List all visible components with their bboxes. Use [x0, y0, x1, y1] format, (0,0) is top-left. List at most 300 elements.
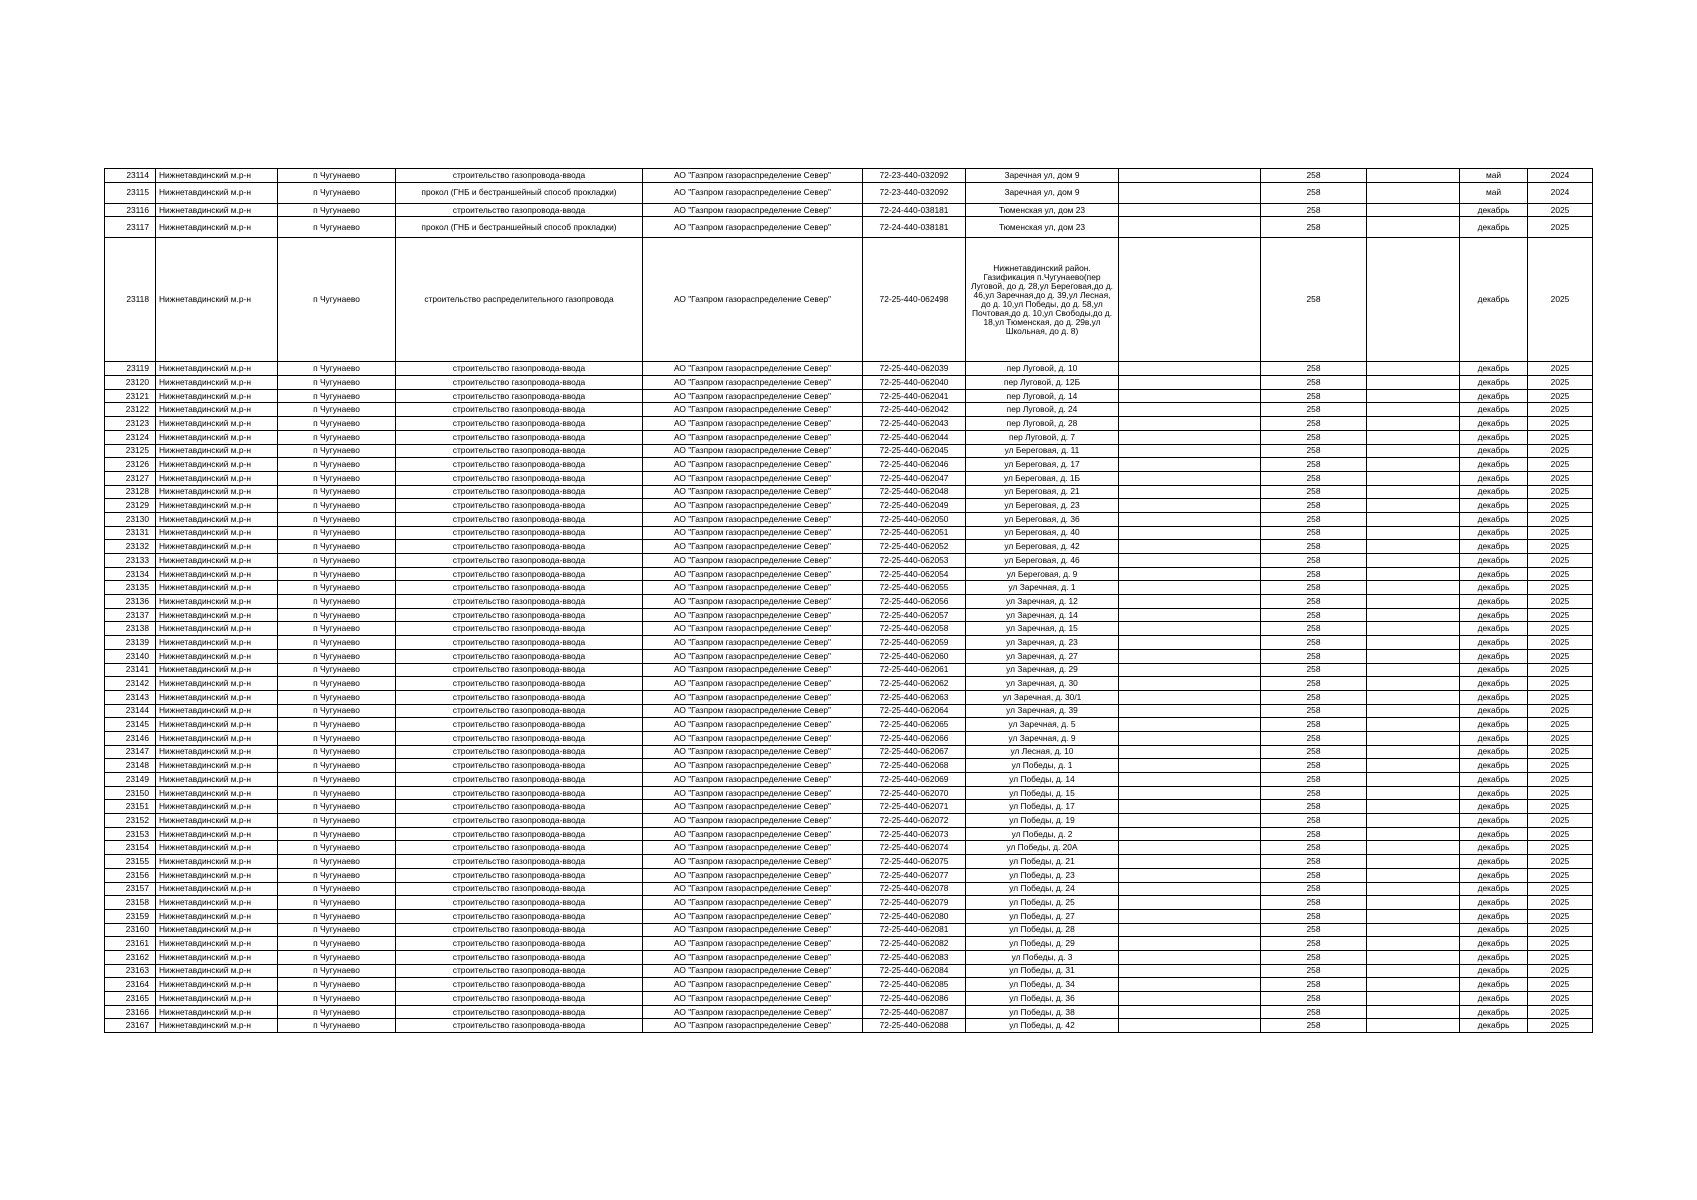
- address-cell: ул Береговая, д. 9: [966, 567, 1119, 581]
- number-cell: 258: [1261, 718, 1367, 732]
- address-cell: пер Луговой, д. 10: [966, 362, 1119, 376]
- table-row: [105, 704, 1593, 718]
- row-number: 23156: [105, 868, 156, 882]
- empty-cell: [1367, 581, 1460, 595]
- work-type-cell: строительство распределительного газопровода: [396, 238, 643, 362]
- address-cell: ул Победы, д. 25: [966, 896, 1119, 910]
- empty-cell: [1367, 430, 1460, 444]
- work-type-cell: строительство газопровода-ввода: [396, 978, 643, 992]
- address-cell: ул Победы, д. 14: [966, 773, 1119, 787]
- district-cell: Нижнетавдинский м.р-н: [156, 430, 278, 444]
- object-code-cell: 72-24-440-038181: [863, 203, 966, 217]
- table-row: [105, 745, 1593, 759]
- empty-cell: [1119, 182, 1261, 203]
- empty-cell: [1119, 704, 1261, 718]
- organization-cell: АО "Газпром газораспределение Север": [643, 485, 863, 499]
- work-type-cell: строительство газопровода-ввода: [396, 909, 643, 923]
- year-cell: 2025: [1528, 581, 1593, 595]
- settlement-cell: п Чугунаево: [278, 704, 396, 718]
- empty-cell: [1367, 595, 1460, 609]
- month-cell: декабрь: [1460, 471, 1528, 485]
- year-cell: 2025: [1528, 896, 1593, 910]
- settlement-cell: п Чугунаево: [278, 417, 396, 431]
- district-cell: Нижнетавдинский м.р-н: [156, 855, 278, 869]
- row-number: 23124: [105, 430, 156, 444]
- address-cell: ул Победы, д. 19: [966, 814, 1119, 828]
- table-row: [105, 485, 1593, 499]
- empty-cell: [1367, 376, 1460, 390]
- table-row: [105, 430, 1593, 444]
- address-cell: ул Заречная, д. 39: [966, 704, 1119, 718]
- number-cell: 258: [1261, 458, 1367, 472]
- row-number: 23116: [105, 203, 156, 217]
- number-cell: 258: [1261, 595, 1367, 609]
- empty-cell: [1367, 992, 1460, 1006]
- year-cell: 2025: [1528, 512, 1593, 526]
- row-number: 23119: [105, 362, 156, 376]
- work-type-cell: прокол (ГНБ и бестраншейный способ прокладки): [396, 182, 643, 203]
- work-type-cell: строительство газопровода-ввода: [396, 786, 643, 800]
- organization-cell: АО "Газпром газораспределение Север": [643, 389, 863, 403]
- month-cell: декабрь: [1460, 992, 1528, 1006]
- number-cell: 258: [1261, 485, 1367, 499]
- row-number: 23114: [105, 169, 156, 183]
- row-number: 23139: [105, 636, 156, 650]
- year-cell: 2025: [1528, 526, 1593, 540]
- district-cell: Нижнетавдинский м.р-н: [156, 731, 278, 745]
- row-number: 23126: [105, 458, 156, 472]
- number-cell: 258: [1261, 430, 1367, 444]
- settlement-cell: п Чугунаево: [278, 471, 396, 485]
- table-row: [105, 950, 1593, 964]
- settlement-cell: п Чугунаево: [278, 608, 396, 622]
- address-cell: ул Победы, д. 3: [966, 950, 1119, 964]
- year-cell: 2025: [1528, 217, 1593, 238]
- month-cell: декабрь: [1460, 444, 1528, 458]
- empty-cell: [1367, 217, 1460, 238]
- number-cell: 258: [1261, 882, 1367, 896]
- year-cell: 2025: [1528, 238, 1593, 362]
- empty-cell: [1119, 362, 1261, 376]
- address-cell: пер Луговой, д. 14: [966, 389, 1119, 403]
- row-number: 23117: [105, 217, 156, 238]
- district-cell: Нижнетавдинский м.р-н: [156, 512, 278, 526]
- empty-cell: [1367, 909, 1460, 923]
- row-number: 23120: [105, 376, 156, 390]
- object-code-cell: 72-25-440-062049: [863, 499, 966, 513]
- row-number: 23162: [105, 950, 156, 964]
- year-cell: 2025: [1528, 937, 1593, 951]
- empty-cell: [1119, 950, 1261, 964]
- year-cell: 2025: [1528, 731, 1593, 745]
- year-cell: 2025: [1528, 978, 1593, 992]
- month-cell: декабрь: [1460, 389, 1528, 403]
- organization-cell: АО "Газпром газораспределение Север": [643, 773, 863, 787]
- number-cell: 258: [1261, 868, 1367, 882]
- number-cell: 258: [1261, 773, 1367, 787]
- work-type-cell: строительство газопровода-ввода: [396, 773, 643, 787]
- work-type-cell: строительство газопровода-ввода: [396, 731, 643, 745]
- table-row: [105, 759, 1593, 773]
- address-cell: ул Победы, д. 1: [966, 759, 1119, 773]
- settlement-cell: п Чугунаево: [278, 827, 396, 841]
- month-cell: декабрь: [1460, 704, 1528, 718]
- year-cell: 2025: [1528, 677, 1593, 691]
- address-cell: ул Заречная, д. 1: [966, 581, 1119, 595]
- settlement-cell: п Чугунаево: [278, 622, 396, 636]
- year-cell: 2025: [1528, 950, 1593, 964]
- district-cell: Нижнетавдинский м.р-н: [156, 182, 278, 203]
- year-cell: 2025: [1528, 718, 1593, 732]
- empty-cell: [1367, 540, 1460, 554]
- settlement-cell: п Чугунаево: [278, 814, 396, 828]
- table-row: [105, 718, 1593, 732]
- organization-cell: АО "Газпром газораспределение Север": [643, 800, 863, 814]
- month-cell: декабрь: [1460, 690, 1528, 704]
- empty-cell: [1367, 786, 1460, 800]
- district-cell: Нижнетавдинский м.р-н: [156, 608, 278, 622]
- month-cell: декабрь: [1460, 203, 1528, 217]
- work-type-cell: строительство газопровода-ввода: [396, 868, 643, 882]
- table-row: [105, 663, 1593, 677]
- number-cell: 258: [1261, 182, 1367, 203]
- address-cell: ул Заречная, д. 23: [966, 636, 1119, 650]
- work-type-cell: строительство газопровода-ввода: [396, 745, 643, 759]
- district-cell: Нижнетавдинский м.р-н: [156, 923, 278, 937]
- object-code-cell: 72-25-440-062067: [863, 745, 966, 759]
- organization-cell: АО "Газпром газораспределение Север": [643, 731, 863, 745]
- district-cell: Нижнетавдинский м.р-н: [156, 978, 278, 992]
- empty-cell: [1367, 896, 1460, 910]
- district-cell: Нижнетавдинский м.р-н: [156, 540, 278, 554]
- empty-cell: [1119, 745, 1261, 759]
- work-type-cell: строительство газопровода-ввода: [396, 937, 643, 951]
- year-cell: 2025: [1528, 362, 1593, 376]
- row-number: 23118: [105, 238, 156, 362]
- object-code-cell: 72-25-440-062063: [863, 690, 966, 704]
- settlement-cell: п Чугунаево: [278, 362, 396, 376]
- empty-cell: [1119, 786, 1261, 800]
- number-cell: 258: [1261, 937, 1367, 951]
- table-row: [105, 649, 1593, 663]
- empty-cell: [1119, 430, 1261, 444]
- year-cell: 2025: [1528, 649, 1593, 663]
- organization-cell: АО "Газпром газораспределение Север": [643, 567, 863, 581]
- organization-cell: АО "Газпром газораспределение Север": [643, 937, 863, 951]
- empty-cell: [1119, 896, 1261, 910]
- number-cell: 258: [1261, 376, 1367, 390]
- row-number: 23160: [105, 923, 156, 937]
- settlement-cell: п Чугунаево: [278, 855, 396, 869]
- year-cell: 2024: [1528, 182, 1593, 203]
- row-number: 23164: [105, 978, 156, 992]
- object-code-cell: 72-25-440-062086: [863, 992, 966, 1006]
- work-type-cell: строительство газопровода-ввода: [396, 471, 643, 485]
- work-type-cell: строительство газопровода-ввода: [396, 458, 643, 472]
- district-cell: Нижнетавдинский м.р-н: [156, 389, 278, 403]
- empty-cell: [1367, 978, 1460, 992]
- year-cell: 2025: [1528, 759, 1593, 773]
- row-number: 23136: [105, 595, 156, 609]
- organization-cell: АО "Газпром газораспределение Север": [643, 182, 863, 203]
- year-cell: 2025: [1528, 868, 1593, 882]
- organization-cell: АО "Газпром газораспределение Север": [643, 471, 863, 485]
- empty-cell: [1119, 937, 1261, 951]
- address-cell: Нижнетавдинский район. Газификация п.Чугунаево(пер Луговой, до д. 28,ул Береговая,до д. 46,ул Заречная,до д. 39,ул Лесная, до д. 10,ул Победы, до д. 58,ул Почтовая,до д. 10,ул Свободы,до д. 18,ул Тюменская, до д. 29в,ул Школьная, до д. 8): [966, 238, 1119, 362]
- year-cell: 2025: [1528, 554, 1593, 568]
- district-cell: Нижнетавдинский м.р-н: [156, 554, 278, 568]
- work-type-cell: строительство газопровода-ввода: [396, 759, 643, 773]
- organization-cell: АО "Газпром газораспределение Север": [643, 923, 863, 937]
- row-number: 23154: [105, 841, 156, 855]
- organization-cell: АО "Газпром газораспределение Север": [643, 978, 863, 992]
- organization-cell: АО "Газпром газораспределение Север": [643, 376, 863, 390]
- settlement-cell: п Чугунаево: [278, 1005, 396, 1019]
- work-type-cell: строительство газопровода-ввода: [396, 718, 643, 732]
- object-code-cell: 72-25-440-062084: [863, 964, 966, 978]
- organization-cell: АО "Газпром газораспределение Север": [643, 540, 863, 554]
- settlement-cell: п Чугунаево: [278, 581, 396, 595]
- organization-cell: АО "Газпром газораспределение Север": [643, 690, 863, 704]
- object-code-cell: 72-25-440-062061: [863, 663, 966, 677]
- settlement-cell: п Чугунаево: [278, 1019, 396, 1033]
- object-code-cell: 72-25-440-062085: [863, 978, 966, 992]
- empty-cell: [1367, 731, 1460, 745]
- number-cell: 258: [1261, 567, 1367, 581]
- object-code-cell: 72-25-440-062066: [863, 731, 966, 745]
- month-cell: май: [1460, 182, 1528, 203]
- work-type-cell: строительство газопровода-ввода: [396, 512, 643, 526]
- empty-cell: [1367, 718, 1460, 732]
- object-code-cell: 72-25-440-062046: [863, 458, 966, 472]
- work-type-cell: строительство газопровода-ввода: [396, 554, 643, 568]
- address-cell: ул Победы, д. 24: [966, 882, 1119, 896]
- district-cell: Нижнетавдинский м.р-н: [156, 417, 278, 431]
- address-cell: ул Победы, д. 38: [966, 1005, 1119, 1019]
- address-cell: ул Береговая, д. 40: [966, 526, 1119, 540]
- empty-cell: [1119, 403, 1261, 417]
- address-cell: ул Заречная, д. 12: [966, 595, 1119, 609]
- year-cell: 2025: [1528, 636, 1593, 650]
- organization-cell: АО "Газпром газораспределение Север": [643, 526, 863, 540]
- year-cell: 2025: [1528, 458, 1593, 472]
- empty-cell: [1367, 636, 1460, 650]
- year-cell: 2025: [1528, 841, 1593, 855]
- empty-cell: [1119, 554, 1261, 568]
- row-number: 23135: [105, 581, 156, 595]
- settlement-cell: п Чугунаево: [278, 512, 396, 526]
- empty-cell: [1367, 417, 1460, 431]
- settlement-cell: п Чугунаево: [278, 937, 396, 951]
- table-row: [105, 567, 1593, 581]
- empty-cell: [1367, 745, 1460, 759]
- work-type-cell: прокол (ГНБ и бестраншейный способ прокладки): [396, 217, 643, 238]
- address-cell: ул Победы, д. 36: [966, 992, 1119, 1006]
- table-row: [105, 841, 1593, 855]
- table-row: [105, 882, 1593, 896]
- empty-cell: [1367, 389, 1460, 403]
- empty-cell: [1367, 663, 1460, 677]
- address-cell: ул Победы, д. 27: [966, 909, 1119, 923]
- month-cell: декабрь: [1460, 677, 1528, 691]
- work-type-cell: строительство газопровода-ввода: [396, 636, 643, 650]
- work-type-cell: строительство газопровода-ввода: [396, 376, 643, 390]
- district-cell: Нижнетавдинский м.р-н: [156, 526, 278, 540]
- year-cell: 2025: [1528, 444, 1593, 458]
- address-cell: Заречная ул, дом 9: [966, 182, 1119, 203]
- organization-cell: АО "Газпром газораспределение Север": [643, 663, 863, 677]
- table-row: [105, 855, 1593, 869]
- work-type-cell: строительство газопровода-ввода: [396, 704, 643, 718]
- empty-cell: [1367, 403, 1460, 417]
- district-cell: Нижнетавдинский м.р-н: [156, 403, 278, 417]
- address-cell: ул Победы, д. 23: [966, 868, 1119, 882]
- district-cell: Нижнетавдинский м.р-н: [156, 759, 278, 773]
- organization-cell: АО "Газпром газораспределение Север": [643, 499, 863, 513]
- district-cell: Нижнетавдинский м.р-н: [156, 663, 278, 677]
- empty-cell: [1119, 1019, 1261, 1033]
- month-cell: май: [1460, 169, 1528, 183]
- number-cell: 258: [1261, 827, 1367, 841]
- number-cell: 258: [1261, 704, 1367, 718]
- settlement-cell: п Чугунаево: [278, 690, 396, 704]
- month-cell: декабрь: [1460, 773, 1528, 787]
- month-cell: декабрь: [1460, 499, 1528, 513]
- month-cell: декабрь: [1460, 964, 1528, 978]
- settlement-cell: п Чугунаево: [278, 868, 396, 882]
- work-type-cell: строительство газопровода-ввода: [396, 690, 643, 704]
- district-cell: Нижнетавдинский м.р-н: [156, 882, 278, 896]
- district-cell: Нижнетавдинский м.р-н: [156, 376, 278, 390]
- month-cell: декабрь: [1460, 978, 1528, 992]
- work-type-cell: строительство газопровода-ввода: [396, 964, 643, 978]
- organization-cell: АО "Газпром газораспределение Север": [643, 677, 863, 691]
- settlement-cell: п Чугунаево: [278, 745, 396, 759]
- empty-cell: [1119, 485, 1261, 499]
- table-row: [105, 169, 1593, 183]
- number-cell: 258: [1261, 1019, 1367, 1033]
- empty-cell: [1119, 800, 1261, 814]
- empty-cell: [1119, 636, 1261, 650]
- district-cell: Нижнетавдинский м.р-н: [156, 868, 278, 882]
- empty-cell: [1119, 978, 1261, 992]
- month-cell: декабрь: [1460, 512, 1528, 526]
- object-code-cell: 72-25-440-062078: [863, 882, 966, 896]
- number-cell: 258: [1261, 608, 1367, 622]
- month-cell: декабрь: [1460, 896, 1528, 910]
- empty-cell: [1119, 595, 1261, 609]
- district-cell: Нижнетавдинский м.р-н: [156, 677, 278, 691]
- settlement-cell: п Чугунаево: [278, 759, 396, 773]
- settlement-cell: п Чугунаево: [278, 567, 396, 581]
- table-row: [105, 814, 1593, 828]
- settlement-cell: п Чугунаево: [278, 677, 396, 691]
- district-cell: Нижнетавдинский м.р-н: [156, 499, 278, 513]
- month-cell: декабрь: [1460, 458, 1528, 472]
- year-cell: 2025: [1528, 203, 1593, 217]
- table-row: [105, 581, 1593, 595]
- table-row: [105, 896, 1593, 910]
- object-code-cell: 72-25-440-062052: [863, 540, 966, 554]
- work-type-cell: строительство газопровода-ввода: [396, 800, 643, 814]
- work-type-cell: строительство газопровода-ввода: [396, 1019, 643, 1033]
- district-cell: Нижнетавдинский м.р-н: [156, 814, 278, 828]
- empty-cell: [1367, 677, 1460, 691]
- row-number: 23121: [105, 389, 156, 403]
- row-number: 23123: [105, 417, 156, 431]
- empty-cell: [1119, 909, 1261, 923]
- month-cell: декабрь: [1460, 814, 1528, 828]
- organization-cell: АО "Газпром газораспределение Север": [643, 909, 863, 923]
- district-cell: Нижнетавдинский м.р-н: [156, 622, 278, 636]
- table-row: [105, 622, 1593, 636]
- table-row: [105, 786, 1593, 800]
- address-cell: ул Заречная, д. 27: [966, 649, 1119, 663]
- settlement-cell: п Чугунаево: [278, 718, 396, 732]
- work-type-cell: строительство газопровода-ввода: [396, 567, 643, 581]
- organization-cell: АО "Газпром газораспределение Север": [643, 841, 863, 855]
- empty-cell: [1119, 759, 1261, 773]
- number-cell: 258: [1261, 786, 1367, 800]
- empty-cell: [1367, 485, 1460, 499]
- empty-cell: [1119, 964, 1261, 978]
- empty-cell: [1367, 964, 1460, 978]
- month-cell: декабрь: [1460, 376, 1528, 390]
- settlement-cell: п Чугунаево: [278, 485, 396, 499]
- object-code-cell: 72-25-440-062075: [863, 855, 966, 869]
- empty-cell: [1119, 718, 1261, 732]
- address-cell: ул Береговая, д. 1Б: [966, 471, 1119, 485]
- organization-cell: АО "Газпром газораспределение Север": [643, 786, 863, 800]
- table-row: [105, 512, 1593, 526]
- empty-cell: [1119, 1005, 1261, 1019]
- empty-cell: [1119, 238, 1261, 362]
- table-row: [105, 690, 1593, 704]
- empty-cell: [1367, 855, 1460, 869]
- year-cell: 2025: [1528, 690, 1593, 704]
- address-cell: ул Победы, д. 29: [966, 937, 1119, 951]
- district-cell: Нижнетавдинский м.р-н: [156, 169, 278, 183]
- row-number: 23147: [105, 745, 156, 759]
- district-cell: Нижнетавдинский м.р-н: [156, 992, 278, 1006]
- year-cell: 2025: [1528, 855, 1593, 869]
- settlement-cell: п Чугунаево: [278, 169, 396, 183]
- year-cell: 2025: [1528, 773, 1593, 787]
- settlement-cell: п Чугунаево: [278, 458, 396, 472]
- table-row: [105, 203, 1593, 217]
- settlement-cell: п Чугунаево: [278, 403, 396, 417]
- table-row: [105, 1019, 1593, 1033]
- number-cell: 258: [1261, 992, 1367, 1006]
- empty-cell: [1367, 937, 1460, 951]
- month-cell: декабрь: [1460, 800, 1528, 814]
- table-row: [105, 608, 1593, 622]
- empty-cell: [1367, 1005, 1460, 1019]
- address-cell: пер Луговой, д. 28: [966, 417, 1119, 431]
- work-type-cell: строительство газопровода-ввода: [396, 1005, 643, 1019]
- object-code-cell: 72-25-440-062080: [863, 909, 966, 923]
- address-cell: ул Заречная, д. 30: [966, 677, 1119, 691]
- year-cell: 2025: [1528, 1019, 1593, 1033]
- table-row: [105, 526, 1593, 540]
- empty-cell: [1367, 203, 1460, 217]
- district-cell: Нижнетавдинский м.р-н: [156, 950, 278, 964]
- empty-cell: [1119, 203, 1261, 217]
- empty-cell: [1367, 1019, 1460, 1033]
- object-code-cell: 72-24-440-038181: [863, 217, 966, 238]
- row-number: 23148: [105, 759, 156, 773]
- organization-cell: АО "Газпром газораспределение Север": [643, 896, 863, 910]
